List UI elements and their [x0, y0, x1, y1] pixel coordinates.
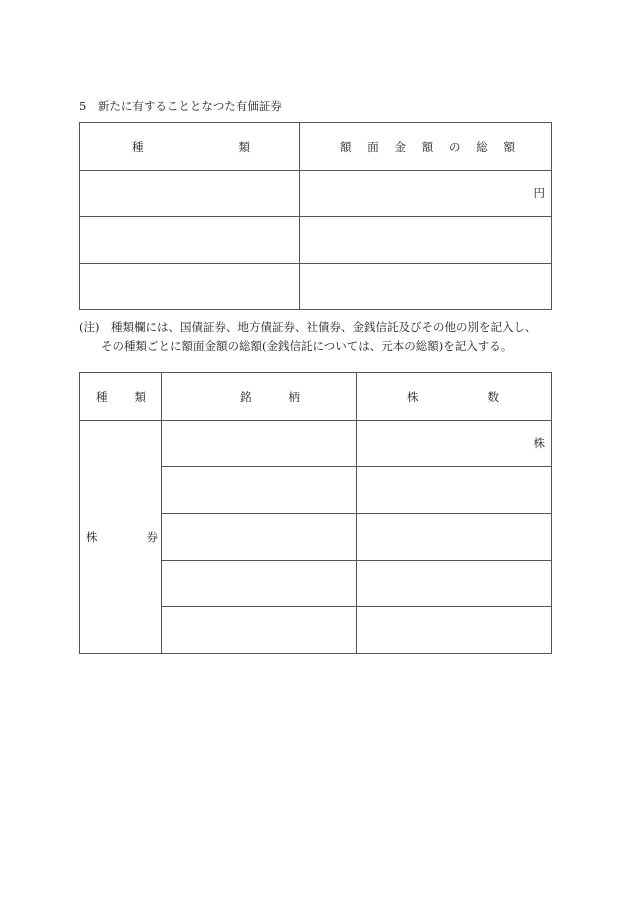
header-total-face-value	[340, 123, 515, 170]
header-total-char: の	[449, 139, 461, 154]
header-issue-name	[240, 373, 300, 420]
shares-cell[interactable]	[357, 607, 551, 653]
issue-cell[interactable]	[162, 561, 356, 606]
header-type-char: 種	[96, 389, 108, 404]
securities-table	[79, 122, 552, 310]
note-line-2: その種類ごとに額面金額の総額(金銭信託については、元本の総額)を記入する。	[101, 339, 513, 353]
share-unit: 株	[533, 436, 545, 450]
shares-cell[interactable]	[357, 467, 551, 513]
header-shares-char: 株	[407, 389, 419, 404]
stocks-table	[79, 372, 552, 654]
type-cell[interactable]	[80, 171, 299, 216]
shares-cell[interactable]	[357, 561, 551, 606]
category-char: 株	[86, 530, 98, 544]
issue-cell[interactable]	[162, 514, 356, 560]
header-share-count	[407, 373, 499, 420]
header-total-char: 総	[476, 139, 488, 154]
category-char: 券	[146, 530, 158, 544]
header-type-char: 類	[238, 139, 250, 154]
header-type	[132, 123, 250, 170]
category-stock-certificates	[86, 421, 158, 653]
header-total-char: 額	[340, 139, 352, 154]
note-line-1: (注) 種類欄には、国債証券、地方債証券、社債券、金銭信託及びその他の別を記入し、	[79, 320, 537, 334]
issue-cell[interactable]	[162, 607, 356, 653]
type-cell[interactable]	[80, 264, 299, 309]
note	[79, 318, 536, 356]
issue-cell[interactable]	[162, 421, 356, 466]
shares-cell[interactable]	[357, 514, 551, 560]
header-issue-char: 柄	[288, 389, 300, 404]
header-total-char: 額	[503, 139, 515, 154]
shares-cell[interactable]	[357, 421, 551, 466]
header-issue-char: 銘	[240, 389, 252, 404]
header-type	[96, 373, 146, 420]
header-shares-char: 数	[487, 389, 499, 404]
issue-cell[interactable]	[162, 467, 356, 513]
header-total-char: 額	[421, 139, 434, 154]
header-type-char: 類	[134, 389, 146, 404]
header-type-char: 種	[132, 139, 144, 154]
amount-cell[interactable]	[300, 171, 551, 216]
header-total-char: 金	[394, 139, 406, 154]
yen-unit: 円	[533, 186, 545, 200]
type-cell[interactable]	[80, 217, 299, 263]
section-title: 5 新たに有することとなつた有価証券	[79, 99, 282, 113]
amount-cell[interactable]	[300, 217, 551, 263]
amount-cell[interactable]	[300, 264, 551, 309]
header-total-char: 面	[367, 139, 379, 154]
